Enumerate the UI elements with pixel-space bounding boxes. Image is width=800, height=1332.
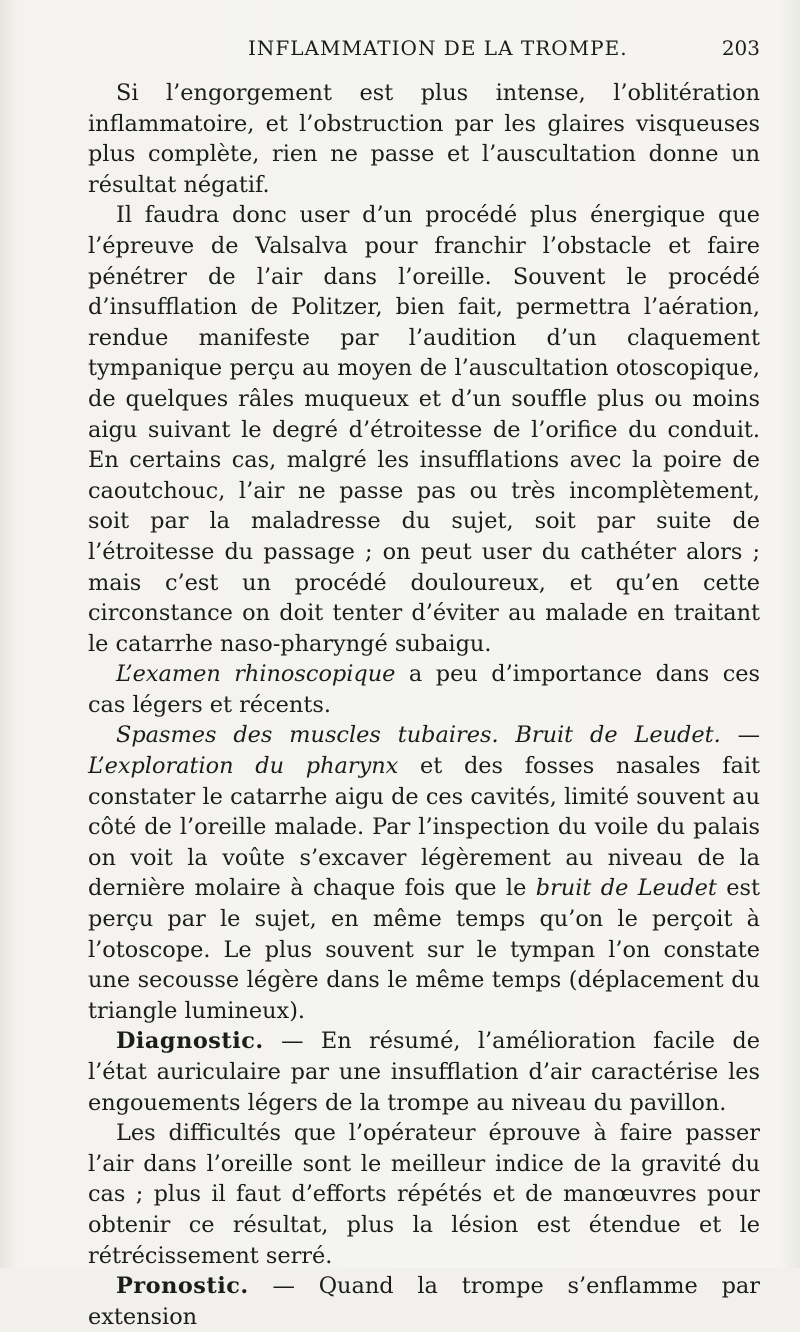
paragraph-diagnostic [88,1026,760,1118]
dash: — [720,722,760,749]
paragraph-text: Si l’engorgement est plus intense, l’oblitération inflammatoire, et l’obstruction par les glaires visqueuses plus complète, rien ne passe et l’auscultation donne un résultat négatif. [88,80,760,198]
paragraph-valsalva [88,200,760,659]
paragraph-text: a peu d’importance dans ces cas légers et récents. [88,661,761,718]
italic-subheading: Spasmes des muscles tubaires. Bruit de Leudet. [116,722,721,749]
running-title: INFLAMMATION DE LA TROMPE. [248,36,628,60]
paragraph-pronostic [88,1271,760,1332]
paragraph-difficultes [88,1118,760,1271]
italic-term: L’examen rhinoscopique [116,661,396,688]
paragraph-text: est perçu par le sujet, en même temps qu’on le perçoit à l’otoscope. Le plus souvent sur le tympan l’on constate une secousse légère dans le même temps (déplacement du triangle lumineux). [88,875,761,1024]
italic-term: L’exploration du pharynx [88,753,399,780]
page-number: 203 [721,36,760,60]
section-heading-diagnostic: Diagnostic. [116,1028,264,1055]
section-heading-pronostic: Pronostic. [116,1273,249,1300]
paragraph-text: et des fosses nasales fait constater le catarrhe aigu de ces cavités, limité souvent au côté de l’oreille malade. Par l’inspection du voile du palais on voit la voûte s’excaver légèrement au niveau de la dernière molaire à chaque fois que le [88,753,760,902]
paragraph-text: Il faudra donc user d’un procédé plus énergique que l’épreuve de Valsalva pour franchir l’obstacle et faire pénétrer de l’air dans l’oreille. Souvent le procédé d’insufflation de Politzer, bien fait, permettra l’aération, rendue manifeste par l’audition d’un claquement tympanique perçu au moyen de l’auscultation otoscopique, de quelques râles muqueux et d’un souffle plus ou moins aigu suivant le degré d’étroitesse de l’orifice du conduit. En certains cas, malgré les insufflations avec la poire de caoutchouc, l’air ne passe pas ou très incomplètement, soit par la maladresse du sujet, soit par suite de l’étroitesse du passage ; on peut user du cathéter alors ; mais c’est un procédé douloureux, et qu’en cette circonstance on doit tenter d’éviter au malade en traitant le catarrhe naso-pharyngé subaigu. [88,202,760,657]
paragraph-text: — En résumé, l’amélioration facile de l’état auriculaire par une insufflation d’air caractérise les engouements légers de la trompe au niveau du pavillon. [88,1028,760,1116]
italic-term: bruit de Leudet [535,875,717,902]
paragraph-engorgement [88,78,760,200]
body-text [88,78,760,1332]
paragraph-spasmes [88,720,760,1026]
paragraph-text: Les difficultés que l’opérateur éprouve à faire passer l’air dans l’oreille sont le meilleur indice de la gravité du cas ; plus il faut d’efforts répétés et de manœuvres pour obtenir ce résultat, plus la lésion est étendue et le rétrécissement serré. [88,1120,760,1269]
paragraph-rhinoscopie [88,659,760,720]
running-head [88,36,760,68]
paragraph-text: — Quand la trompe s’enflamme par extension [88,1273,760,1330]
